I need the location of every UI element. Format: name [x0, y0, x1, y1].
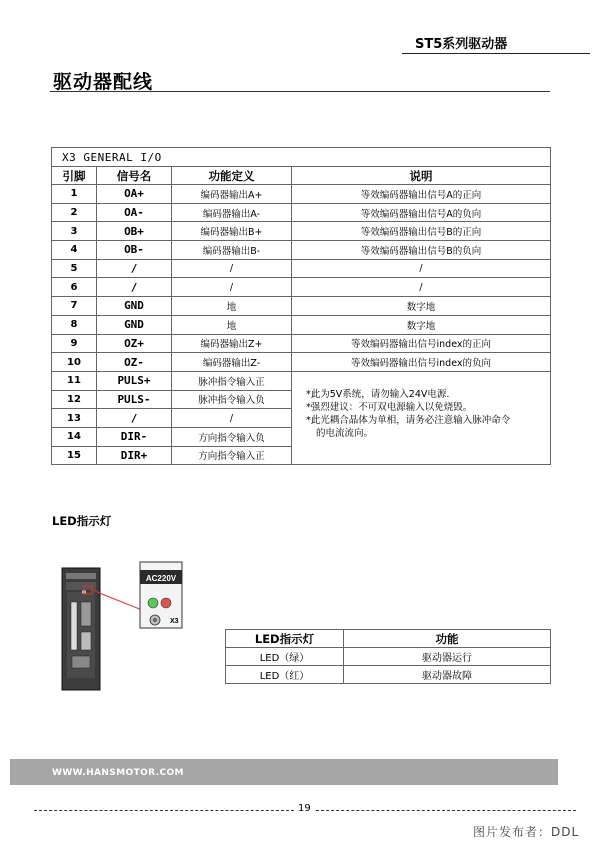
pin-number: 4 [52, 241, 97, 260]
page-rule-right [316, 810, 576, 811]
description: 等效编码器输出信号B的负向 [292, 241, 551, 260]
signal-name: GND [97, 315, 172, 334]
pin-number: 11 [52, 371, 97, 390]
table-row [52, 278, 551, 297]
pin-number: 12 [52, 390, 97, 409]
table-row [226, 648, 551, 666]
pin-number: 9 [52, 334, 97, 353]
function-definition: / [172, 259, 292, 278]
signal-name: OB- [97, 241, 172, 260]
function-definition: 编码器输出B+ [172, 222, 292, 241]
pin-number: 15 [52, 446, 97, 465]
function-definition: 方向指令输入负 [172, 427, 292, 446]
power-connector [72, 656, 90, 668]
col-header-signal: 信号名 [97, 167, 172, 185]
led-function: 驱动器运行 [344, 648, 551, 666]
col-header-description: 说明 [292, 167, 551, 185]
function-definition: 编码器输出A+ [172, 185, 292, 204]
watermark: 图片发布者：DDL [473, 825, 580, 839]
green-led-icon [148, 598, 158, 608]
table-row [52, 315, 551, 334]
description: 等效编码器输出信号index的正向 [292, 334, 551, 353]
signal-name: OZ+ [97, 334, 172, 353]
signal-name: / [97, 259, 172, 278]
description: 等效编码器输出信号A的正向 [292, 185, 551, 204]
encoder-connector [81, 632, 91, 650]
pin-number: 3 [52, 222, 97, 241]
pin-number: 8 [52, 315, 97, 334]
io-connector [81, 602, 91, 626]
function-definition: 脉冲指令输入正 [172, 371, 292, 390]
led-table [225, 629, 551, 684]
function-definition: 编码器输出A- [172, 203, 292, 222]
signal-name: OA- [97, 203, 172, 222]
pin-number: 1 [52, 185, 97, 204]
pin-number: 7 [52, 297, 97, 316]
header-rule [402, 53, 590, 54]
col-header-led: LED指示灯 [226, 630, 344, 648]
drive-illustration [56, 560, 186, 696]
table-row [226, 666, 551, 684]
section-title: 驱动器配线 [53, 71, 154, 93]
table-row [52, 259, 551, 278]
function-definition: 地 [172, 297, 292, 316]
description: / [292, 259, 551, 278]
pin-number: 14 [52, 427, 97, 446]
table-row [52, 185, 551, 204]
pin-table-caption: X3 GENERAL I/O [52, 148, 551, 167]
page-number: 19 [298, 803, 311, 814]
input-notes [292, 371, 551, 464]
function-definition: / [172, 409, 292, 428]
note-line: *此光耦合晶体为单相，请务必注意输入脉冲命令 [306, 414, 511, 426]
note-line: 的电流流向。 [316, 427, 374, 439]
pin-table [51, 147, 551, 465]
function-definition: 编码器输出Z+ [172, 334, 292, 353]
function-definition: 地 [172, 315, 292, 334]
table-row [52, 222, 551, 241]
connector-label: X3 [170, 618, 179, 625]
function-definition: 编码器输出B- [172, 241, 292, 260]
pin-table-header [52, 167, 551, 185]
signal-name: DIR- [97, 427, 172, 446]
table-row [52, 371, 551, 390]
col-header-pin: 引脚 [52, 167, 97, 185]
pin-number: 13 [52, 409, 97, 428]
table-row [52, 334, 551, 353]
table-row [52, 241, 551, 260]
led-name: LED（红） [226, 666, 344, 684]
signal-name: / [97, 409, 172, 428]
pin-number: 5 [52, 259, 97, 278]
function-definition: 方向指令输入正 [172, 446, 292, 465]
signal-name: / [97, 278, 172, 297]
function-definition: 编码器输出Z- [172, 353, 292, 372]
doc-title: ST5系列驱动器 [415, 37, 508, 52]
description: 等效编码器输出信号A的负向 [292, 203, 551, 222]
description: 数字地 [292, 315, 551, 334]
description: 数字地 [292, 297, 551, 316]
description: 等效编码器输出信号B的正向 [292, 222, 551, 241]
panel-label: AC220V [145, 574, 177, 583]
led-section-title: LED指示灯 [52, 514, 112, 528]
pin-number: 10 [52, 353, 97, 372]
table-row [52, 297, 551, 316]
function-definition: / [172, 278, 292, 297]
drive-top-label [66, 573, 96, 579]
signal-name: PULS- [97, 390, 172, 409]
signal-name: PULS+ [97, 371, 172, 390]
col-header-function: 功能定义 [172, 167, 292, 185]
led-function: 驱动器故障 [344, 666, 551, 684]
signal-name: DIR+ [97, 446, 172, 465]
signal-name: OA+ [97, 185, 172, 204]
signal-name: GND [97, 297, 172, 316]
table-row [52, 353, 551, 372]
col-header-led-function: 功能 [344, 630, 551, 648]
red-led-icon [161, 598, 171, 608]
note-line: *此为5V系统，请勿输入24V电源. [306, 388, 450, 400]
description: 等效编码器输出信号index的负向 [292, 353, 551, 372]
note-line: *强烈建议：不可双电源输入以免烧毁。 [306, 401, 473, 413]
led-name: LED（绿） [226, 648, 344, 666]
pin-number: 6 [52, 278, 97, 297]
led-table-header [226, 630, 551, 648]
section-rule [50, 91, 550, 92]
table-row [52, 203, 551, 222]
footer-url: WWW.HANSMOTOR.COM [52, 768, 184, 778]
description: / [292, 278, 551, 297]
function-definition: 脉冲指令输入负 [172, 390, 292, 409]
signal-name: OZ- [97, 353, 172, 372]
signal-name: OB+ [97, 222, 172, 241]
pin-number: 2 [52, 203, 97, 222]
connector-pin-icon [153, 618, 157, 622]
page-rule-left [34, 810, 294, 811]
terminal-block [71, 602, 77, 650]
